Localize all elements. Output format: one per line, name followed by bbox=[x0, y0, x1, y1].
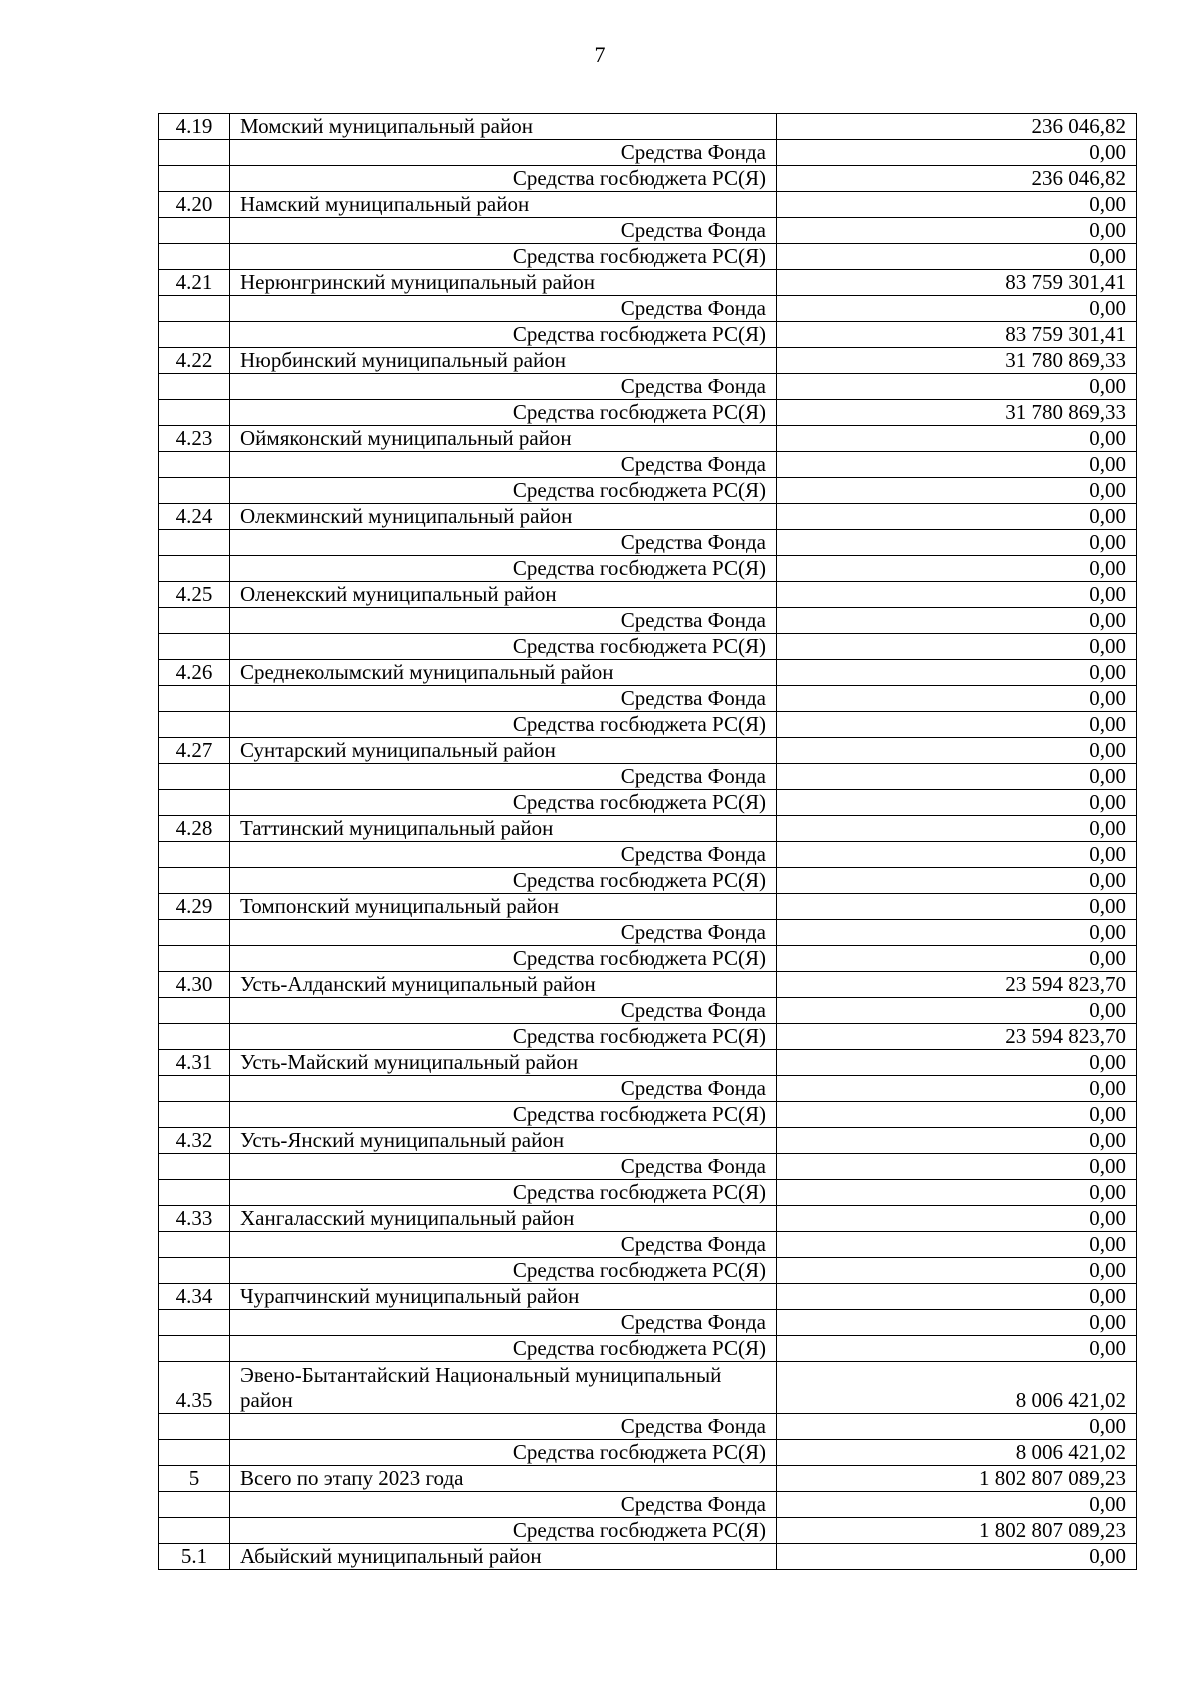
row-number bbox=[159, 842, 230, 868]
district-row bbox=[159, 426, 1137, 452]
row-number: 5 bbox=[159, 1466, 230, 1492]
amount-value: 0,00 bbox=[777, 426, 1137, 452]
funding-source-row bbox=[159, 868, 1137, 894]
row-number bbox=[159, 764, 230, 790]
row-number: 4.30 bbox=[159, 972, 230, 998]
amount-value: 0,00 bbox=[777, 452, 1137, 478]
amount-value: 0,00 bbox=[777, 660, 1137, 686]
funding-source-label: Средства госбюджета РС(Я) bbox=[230, 244, 777, 270]
funding-source-label: Средства госбюджета РС(Я) bbox=[230, 1518, 777, 1544]
district-name: Эвено-Бытантайский Национальный муниципальный район bbox=[230, 1362, 777, 1414]
funding-source-label: Средства Фонда bbox=[230, 1076, 777, 1102]
district-name: Хангаласский муниципальный район bbox=[230, 1206, 777, 1232]
funding-source-row bbox=[159, 1154, 1137, 1180]
funding-source-label: Средства Фонда bbox=[230, 452, 777, 478]
district-row bbox=[159, 894, 1137, 920]
district-row bbox=[159, 1284, 1137, 1310]
funding-source-row bbox=[159, 140, 1137, 166]
funding-source-row bbox=[159, 322, 1137, 348]
amount-value: 0,00 bbox=[777, 894, 1137, 920]
funding-source-row bbox=[159, 1492, 1137, 1518]
funding-source-label: Средства Фонда bbox=[230, 1154, 777, 1180]
amount-value: 0,00 bbox=[777, 1154, 1137, 1180]
row-number bbox=[159, 1076, 230, 1102]
amount-value: 0,00 bbox=[777, 1414, 1137, 1440]
amount-value: 0,00 bbox=[777, 608, 1137, 634]
funding-source-label: Средства госбюджета РС(Я) bbox=[230, 556, 777, 582]
funding-source-row bbox=[159, 1076, 1137, 1102]
district-row bbox=[159, 582, 1137, 608]
funding-source-row bbox=[159, 1258, 1137, 1284]
row-number: 4.32 bbox=[159, 1128, 230, 1154]
funding-source-row bbox=[159, 1310, 1137, 1336]
amount-value: 0,00 bbox=[777, 140, 1137, 166]
row-number bbox=[159, 1180, 230, 1206]
funding-source-label: Средства Фонда bbox=[230, 1310, 777, 1336]
amount-value: 23 594 823,70 bbox=[777, 1024, 1137, 1050]
funding-source-label: Средства госбюджета РС(Я) bbox=[230, 790, 777, 816]
amount-value: 0,00 bbox=[777, 816, 1137, 842]
funding-source-label: Средства Фонда bbox=[230, 1492, 777, 1518]
row-number: 4.33 bbox=[159, 1206, 230, 1232]
district-row bbox=[159, 114, 1137, 140]
funding-source-label: Средства Фонда bbox=[230, 764, 777, 790]
funding-source-label: Средства Фонда bbox=[230, 686, 777, 712]
amount-value: 0,00 bbox=[777, 1180, 1137, 1206]
funding-source-row bbox=[159, 1440, 1137, 1466]
row-number bbox=[159, 244, 230, 270]
funding-source-row bbox=[159, 790, 1137, 816]
funding-source-label: Средства Фонда bbox=[230, 218, 777, 244]
row-number: 4.28 bbox=[159, 816, 230, 842]
funding-source-row bbox=[159, 556, 1137, 582]
row-number bbox=[159, 530, 230, 556]
row-number bbox=[159, 790, 230, 816]
funding-source-row bbox=[159, 1102, 1137, 1128]
row-number bbox=[159, 712, 230, 738]
funding-source-label: Средства госбюджета РС(Я) bbox=[230, 946, 777, 972]
row-number bbox=[159, 946, 230, 972]
district-name: Намский муниципальный район bbox=[230, 192, 777, 218]
district-row bbox=[159, 1544, 1137, 1570]
funding-source-label: Средства Фонда bbox=[230, 140, 777, 166]
funding-source-row bbox=[159, 920, 1137, 946]
funding-source-row bbox=[159, 478, 1137, 504]
district-name: Чурапчинский муниципальный район bbox=[230, 1284, 777, 1310]
amount-value: 0,00 bbox=[777, 374, 1137, 400]
district-name: Томпонский муниципальный район bbox=[230, 894, 777, 920]
amount-value: 0,00 bbox=[777, 1050, 1137, 1076]
district-name: Олекминский муниципальный район bbox=[230, 504, 777, 530]
district-row bbox=[159, 816, 1137, 842]
amount-value: 31 780 869,33 bbox=[777, 348, 1137, 374]
funding-source-label: Средства Фонда bbox=[230, 530, 777, 556]
row-number: 4.31 bbox=[159, 1050, 230, 1076]
row-number bbox=[159, 1492, 230, 1518]
row-number: 4.29 bbox=[159, 894, 230, 920]
funding-source-label: Средства госбюджета РС(Я) bbox=[230, 634, 777, 660]
funding-source-row bbox=[159, 530, 1137, 556]
funding-source-label: Средства госбюджета РС(Я) bbox=[230, 322, 777, 348]
amount-value: 236 046,82 bbox=[777, 166, 1137, 192]
funding-source-row bbox=[159, 1024, 1137, 1050]
funding-source-row bbox=[159, 1180, 1137, 1206]
district-row bbox=[159, 1466, 1137, 1492]
amount-value: 0,00 bbox=[777, 1492, 1137, 1518]
funding-source-row bbox=[159, 634, 1137, 660]
district-row bbox=[159, 1050, 1137, 1076]
row-number bbox=[159, 296, 230, 322]
row-number bbox=[159, 478, 230, 504]
amount-value: 0,00 bbox=[777, 1232, 1137, 1258]
funding-source-row bbox=[159, 244, 1137, 270]
amount-value: 0,00 bbox=[777, 842, 1137, 868]
row-number bbox=[159, 1440, 230, 1466]
amount-value: 0,00 bbox=[777, 1544, 1137, 1570]
amount-value: 0,00 bbox=[777, 582, 1137, 608]
amount-value: 0,00 bbox=[777, 1336, 1137, 1362]
district-name: Нюрбинский муниципальный район bbox=[230, 348, 777, 374]
row-number bbox=[159, 1102, 230, 1128]
district-name: Оленекский муниципальный район bbox=[230, 582, 777, 608]
row-number bbox=[159, 634, 230, 660]
district-name: Усть-Майский муниципальный район bbox=[230, 1050, 777, 1076]
amount-value: 0,00 bbox=[777, 218, 1137, 244]
amount-value: 0,00 bbox=[777, 504, 1137, 530]
district-name: Оймяконский муниципальный район bbox=[230, 426, 777, 452]
amount-value: 1 802 807 089,23 bbox=[777, 1466, 1137, 1492]
amount-value: 0,00 bbox=[777, 764, 1137, 790]
amount-value: 0,00 bbox=[777, 1206, 1137, 1232]
row-number: 4.25 bbox=[159, 582, 230, 608]
row-number bbox=[159, 556, 230, 582]
funding-source-row bbox=[159, 998, 1137, 1024]
row-number bbox=[159, 1336, 230, 1362]
amount-value: 0,00 bbox=[777, 1310, 1137, 1336]
district-row bbox=[159, 738, 1137, 764]
amount-value: 0,00 bbox=[777, 530, 1137, 556]
district-row bbox=[159, 270, 1137, 296]
district-name: Таттинский муниципальный район bbox=[230, 816, 777, 842]
funding-source-row bbox=[159, 608, 1137, 634]
amount-value: 0,00 bbox=[777, 712, 1137, 738]
funding-source-label: Средства Фонда bbox=[230, 296, 777, 322]
amount-value: 0,00 bbox=[777, 192, 1137, 218]
district-row bbox=[159, 192, 1137, 218]
row-number: 4.19 bbox=[159, 114, 230, 140]
budget-table-body bbox=[159, 114, 1137, 1570]
page-number: 7 bbox=[594, 42, 606, 67]
funding-source-label: Средства госбюджета РС(Я) bbox=[230, 868, 777, 894]
funding-source-label: Средства Фонда bbox=[230, 608, 777, 634]
amount-value: 23 594 823,70 bbox=[777, 972, 1137, 998]
row-number: 4.27 bbox=[159, 738, 230, 764]
amount-value: 0,00 bbox=[777, 998, 1137, 1024]
funding-source-row bbox=[159, 218, 1137, 244]
row-number bbox=[159, 1258, 230, 1284]
amount-value: 0,00 bbox=[777, 244, 1137, 270]
row-number: 4.22 bbox=[159, 348, 230, 374]
amount-value: 1 802 807 089,23 bbox=[777, 1518, 1137, 1544]
row-number bbox=[159, 322, 230, 348]
amount-value: 236 046,82 bbox=[777, 114, 1137, 140]
amount-value: 0,00 bbox=[777, 868, 1137, 894]
district-row bbox=[159, 660, 1137, 686]
row-number bbox=[159, 920, 230, 946]
funding-source-label: Средства госбюджета РС(Я) bbox=[230, 400, 777, 426]
district-row bbox=[159, 348, 1137, 374]
row-number bbox=[159, 400, 230, 426]
amount-value: 83 759 301,41 bbox=[777, 322, 1137, 348]
funding-source-label: Средства госбюджета РС(Я) bbox=[230, 478, 777, 504]
amount-value: 0,00 bbox=[777, 1128, 1137, 1154]
row-number bbox=[159, 140, 230, 166]
row-number: 4.35 bbox=[159, 1362, 230, 1414]
row-number bbox=[159, 1518, 230, 1544]
funding-source-label: Средства госбюджета РС(Я) bbox=[230, 1024, 777, 1050]
row-number bbox=[159, 1154, 230, 1180]
row-number bbox=[159, 868, 230, 894]
funding-source-label: Средства Фонда bbox=[230, 1232, 777, 1258]
funding-source-label: Средства госбюджета РС(Я) bbox=[230, 1336, 777, 1362]
amount-value: 0,00 bbox=[777, 920, 1137, 946]
row-number: 4.21 bbox=[159, 270, 230, 296]
row-number: 4.26 bbox=[159, 660, 230, 686]
funding-source-row bbox=[159, 686, 1137, 712]
row-number bbox=[159, 608, 230, 634]
district-row bbox=[159, 1128, 1137, 1154]
funding-source-label: Средства госбюджета РС(Я) bbox=[230, 1440, 777, 1466]
district-name: Абыйский муниципальный район bbox=[230, 1544, 777, 1570]
district-name: Усть-Алданский муниципальный район bbox=[230, 972, 777, 998]
row-number bbox=[159, 1310, 230, 1336]
district-row bbox=[159, 1206, 1137, 1232]
district-row bbox=[159, 1362, 1137, 1414]
amount-value: 0,00 bbox=[777, 556, 1137, 582]
amount-value: 0,00 bbox=[777, 1258, 1137, 1284]
row-number bbox=[159, 686, 230, 712]
funding-source-label: Средства госбюджета РС(Я) bbox=[230, 166, 777, 192]
funding-source-label: Средства госбюджета РС(Я) bbox=[230, 1102, 777, 1128]
funding-source-row bbox=[159, 712, 1137, 738]
district-name: Сунтарский муниципальный район bbox=[230, 738, 777, 764]
district-row bbox=[159, 504, 1137, 530]
amount-value: 31 780 869,33 bbox=[777, 400, 1137, 426]
amount-value: 8 006 421,02 bbox=[777, 1362, 1137, 1414]
funding-source-row bbox=[159, 166, 1137, 192]
amount-value: 0,00 bbox=[777, 946, 1137, 972]
district-name: Усть-Янский муниципальный район bbox=[230, 1128, 777, 1154]
funding-source-label: Средства Фонда bbox=[230, 842, 777, 868]
funding-source-label: Средства госбюджета РС(Я) bbox=[230, 1180, 777, 1206]
funding-source-row bbox=[159, 374, 1137, 400]
amount-value: 0,00 bbox=[777, 478, 1137, 504]
funding-source-row bbox=[159, 1232, 1137, 1258]
funding-source-row bbox=[159, 296, 1137, 322]
amount-value: 0,00 bbox=[777, 634, 1137, 660]
funding-source-label: Средства госбюджета РС(Я) bbox=[230, 1258, 777, 1284]
district-name: Нерюнгринский муниципальный район bbox=[230, 270, 777, 296]
amount-value: 0,00 bbox=[777, 1076, 1137, 1102]
row-number: 4.23 bbox=[159, 426, 230, 452]
amount-value: 0,00 bbox=[777, 790, 1137, 816]
funding-source-row bbox=[159, 842, 1137, 868]
row-number: 4.20 bbox=[159, 192, 230, 218]
amount-value: 0,00 bbox=[777, 296, 1137, 322]
row-number: 4.34 bbox=[159, 1284, 230, 1310]
row-number bbox=[159, 1232, 230, 1258]
district-name: Среднеколымский муниципальный район bbox=[230, 660, 777, 686]
row-number bbox=[159, 1414, 230, 1440]
row-number bbox=[159, 218, 230, 244]
funding-source-label: Средства госбюджета РС(Я) bbox=[230, 712, 777, 738]
funding-source-row bbox=[159, 400, 1137, 426]
funding-source-row bbox=[159, 1336, 1137, 1362]
row-number bbox=[159, 374, 230, 400]
funding-source-row bbox=[159, 764, 1137, 790]
row-number bbox=[159, 166, 230, 192]
funding-source-label: Средства Фонда bbox=[230, 998, 777, 1024]
row-number: 5.1 bbox=[159, 1544, 230, 1570]
district-name: Момский муниципальный район bbox=[230, 114, 777, 140]
funding-source-row bbox=[159, 1518, 1137, 1544]
district-name: Всего по этапу 2023 года bbox=[230, 1466, 777, 1492]
amount-value: 0,00 bbox=[777, 1284, 1137, 1310]
funding-source-label: Средства Фонда bbox=[230, 374, 777, 400]
amount-value: 0,00 bbox=[777, 738, 1137, 764]
amount-value: 0,00 bbox=[777, 1102, 1137, 1128]
row-number bbox=[159, 998, 230, 1024]
amount-value: 83 759 301,41 bbox=[777, 270, 1137, 296]
funding-source-label: Средства Фонда bbox=[230, 920, 777, 946]
funding-source-label: Средства Фонда bbox=[230, 1414, 777, 1440]
amount-value: 8 006 421,02 bbox=[777, 1440, 1137, 1466]
row-number: 4.24 bbox=[159, 504, 230, 530]
row-number bbox=[159, 1024, 230, 1050]
amount-value: 0,00 bbox=[777, 686, 1137, 712]
funding-source-row bbox=[159, 946, 1137, 972]
row-number bbox=[159, 452, 230, 478]
funding-source-row bbox=[159, 1414, 1137, 1440]
funding-source-row bbox=[159, 452, 1137, 478]
budget-table bbox=[158, 113, 1137, 1570]
district-row bbox=[159, 972, 1137, 998]
